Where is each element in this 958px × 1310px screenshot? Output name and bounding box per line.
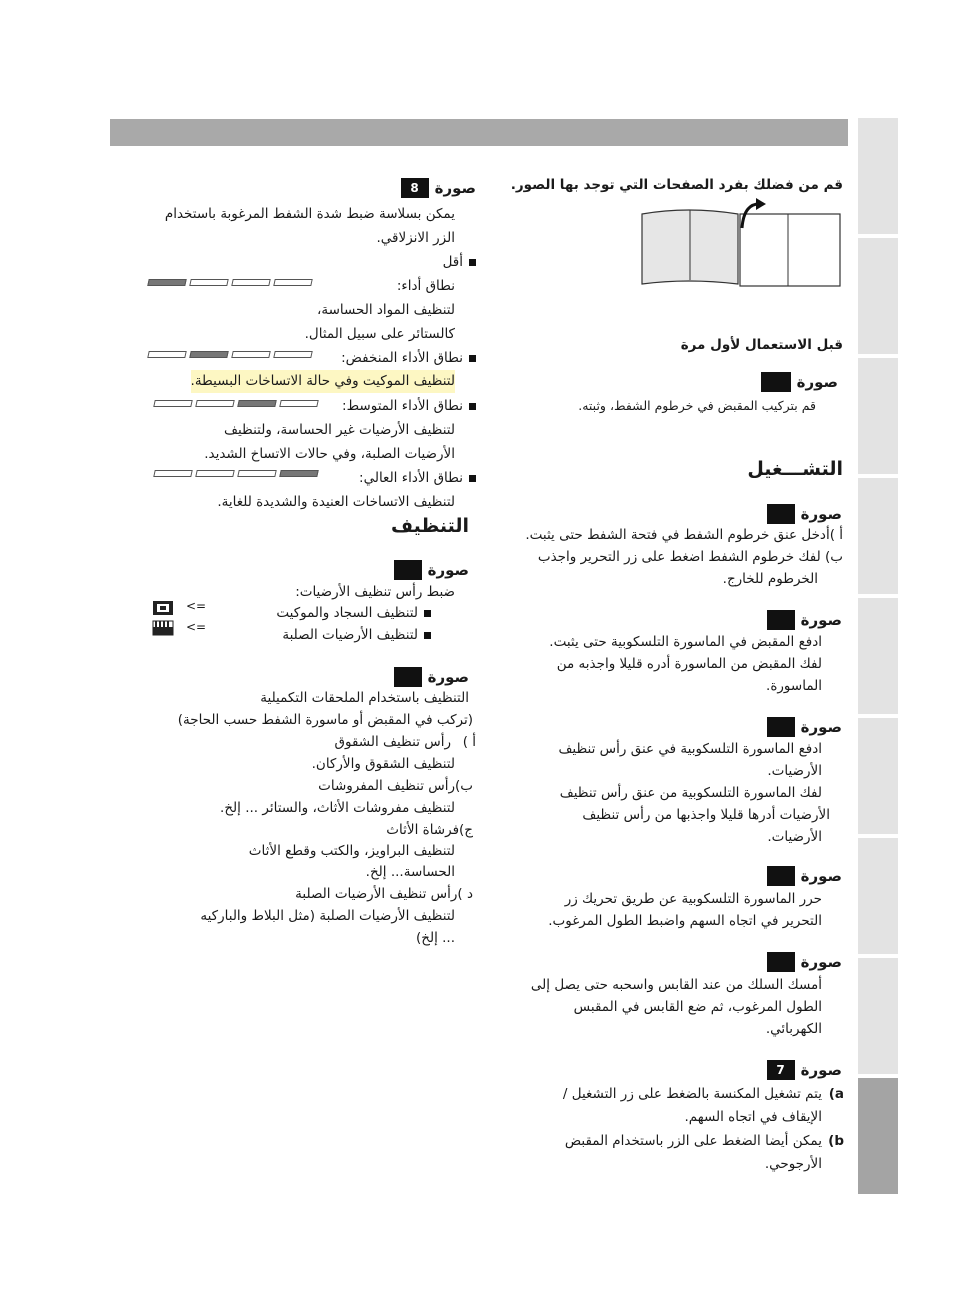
figure-label-text: صورة bbox=[800, 953, 842, 971]
carpet-item bbox=[276, 602, 431, 625]
unfold-note: قم من فضلك بفرد الصفحات التي توجد بها الصور. bbox=[510, 177, 843, 193]
power-bar bbox=[273, 351, 312, 358]
bullet-icon bbox=[469, 355, 476, 362]
section-tab[interactable] bbox=[858, 598, 898, 714]
fig7-b-mark: b) bbox=[828, 1133, 844, 1149]
power-bar bbox=[153, 400, 192, 407]
level-min-text: أقل bbox=[442, 254, 463, 270]
floor-head-title: ضبط رأس تنظيف الأرضيات: bbox=[295, 584, 455, 600]
low-label bbox=[341, 347, 476, 370]
figure-label-text: صورة bbox=[427, 668, 469, 686]
power-bar bbox=[147, 351, 186, 358]
section-tab[interactable] bbox=[858, 238, 898, 354]
high-label bbox=[359, 467, 476, 490]
figure-7-label bbox=[767, 1060, 842, 1080]
mid-label bbox=[342, 395, 476, 418]
figure-label-text: صورة bbox=[800, 505, 842, 523]
high-text: لتنظيف الاتساخات العنيدة والشديدة للغاية. bbox=[217, 494, 455, 510]
bullet-icon bbox=[424, 610, 431, 617]
power-bar bbox=[231, 279, 270, 286]
acc-d-text-2: ... إلخ) bbox=[415, 930, 455, 946]
section-tab[interactable] bbox=[858, 478, 898, 594]
unfolded-pages-illustration bbox=[638, 198, 846, 290]
figure-label-text: صورة bbox=[800, 867, 842, 885]
power-bar bbox=[231, 351, 270, 358]
power-bars-high bbox=[154, 470, 318, 477]
acc-b-title: ب)رأس تنظيف المفروشات bbox=[318, 778, 473, 794]
power-bar bbox=[279, 400, 318, 407]
fig7-a-2: الإيقاف في اتجاه السهم. bbox=[684, 1109, 822, 1125]
low-text: لتنظيف الموكيت وفي حالة الاتساخات البسيطة. bbox=[191, 370, 455, 393]
acc-c-text-2: الحساسة... إلخ. bbox=[365, 864, 455, 880]
acc-a-text: لتنظيف الشقوق والأركان. bbox=[311, 756, 455, 772]
power-bar bbox=[195, 400, 234, 407]
section-tab[interactable] bbox=[858, 358, 898, 474]
fig6-3: الكهربائي. bbox=[765, 1021, 822, 1037]
section-tab[interactable] bbox=[858, 958, 898, 1074]
fig6-1: أمسك السلك من عند القابس واسحبه حتى يصل إلى bbox=[530, 977, 822, 993]
fig6-2: الطول المرغوب، ثم ضع القابس في المقبس bbox=[573, 999, 822, 1015]
fig7-b-2: الأرجوحي. bbox=[764, 1156, 822, 1172]
carpet-item-text: لتنظيف السجاد والموكيت bbox=[276, 605, 418, 621]
power-bars-low bbox=[148, 351, 312, 358]
section-tab[interactable] bbox=[858, 118, 898, 234]
acc-c-text-1: لتنظيف البراويز، والكتب وقطع الأثاث bbox=[248, 843, 455, 859]
figure-number-box bbox=[761, 372, 791, 392]
header-bar bbox=[110, 119, 848, 146]
figure-number-box bbox=[394, 560, 422, 580]
figure-floor-head-label bbox=[394, 560, 469, 580]
fig5-1: حرر الماسورة التلسكوبية عن طريق تحريك زر bbox=[564, 891, 822, 907]
figure-label-text: صورة bbox=[434, 179, 476, 197]
range-text-2: كالستائر على سبيل المثال. bbox=[304, 326, 455, 342]
figure-number-box bbox=[767, 717, 795, 737]
acc-a-mark: أ ) bbox=[462, 734, 476, 750]
acc-c-title: ج)فرشاة الأثاث bbox=[386, 822, 473, 838]
figure-label-text: صورة bbox=[800, 611, 842, 629]
power-bar bbox=[279, 470, 318, 477]
figure-1-label bbox=[761, 372, 838, 392]
level-min bbox=[443, 251, 476, 274]
acc-d-text-1: لتنظيف الأرضيات الصلبة (مثل البلاط والباركيه bbox=[200, 908, 455, 924]
fig7-b-1: يمكن أيضا الضغط على الزر باستخدام المقبض bbox=[564, 1133, 822, 1149]
section-tab[interactable] bbox=[858, 718, 898, 834]
bullet-icon bbox=[469, 259, 476, 266]
bullet-icon bbox=[469, 475, 476, 482]
range-label: نطاق أداء: bbox=[396, 278, 455, 294]
fig4-1: ادفع الماسورة التلسكوبية في عنق رأس تنظيف bbox=[558, 741, 822, 757]
fig4-2: الأرضيات. bbox=[767, 763, 822, 779]
figure-8-label bbox=[401, 178, 476, 198]
fig4-3: لفك الماسورة التلسكوبية من عنق رأس تنظيف bbox=[559, 785, 822, 801]
figure-label-text: صورة bbox=[800, 1061, 842, 1079]
power-bar bbox=[237, 470, 276, 477]
figure-accessories-label bbox=[394, 667, 469, 687]
fig2-a: أ )أدخل عنق خرطوم الشفط في فتحة الشفط حتى يثبت. bbox=[525, 527, 843, 543]
section-tabs bbox=[858, 118, 898, 1198]
brush-setting-icons bbox=[152, 599, 176, 639]
fig7-a-1: يتم تشغيل المكنسة بالضغط على زر التشغيل / bbox=[562, 1086, 822, 1102]
figure-6-label bbox=[767, 952, 842, 972]
acc-b-text: لتنظيف مفروشات الأثاث، والستائر ... إلخ. bbox=[220, 800, 455, 816]
hard-floor-setting-icon bbox=[153, 621, 173, 635]
fig4-4: الأرضيات أدرها قليلا واجذبها من رأس تنظيف bbox=[582, 807, 830, 823]
slider-intro-2: الزر الانزلاقي. bbox=[376, 230, 455, 246]
figure-label-text: صورة bbox=[796, 373, 838, 391]
section-tab[interactable] bbox=[858, 838, 898, 954]
acc-d-title: د )رأس تنظيف الأرضيات الصلبة bbox=[295, 886, 473, 902]
range-text-1: لتنظيف المواد الحساسة، bbox=[316, 302, 455, 318]
low-label-text: نطاق الأداء المنخفض: bbox=[341, 350, 463, 366]
slider-intro-1: يمكن بسلاسة ضبط شدة الشفط المرغوبة باستخدام bbox=[164, 206, 455, 222]
figure-number-box bbox=[394, 667, 422, 687]
figure-2-label bbox=[767, 504, 842, 524]
figure-3-label bbox=[767, 610, 842, 630]
high-label-text: نطاق الأداء العالي: bbox=[359, 470, 463, 486]
operation-heading: التشـــغيل bbox=[747, 458, 843, 480]
power-bar bbox=[189, 279, 228, 286]
hard-floor-arrow: <= bbox=[186, 620, 207, 634]
mid-label-text: نطاق الأداء المتوسط: bbox=[342, 398, 463, 414]
power-bar bbox=[237, 400, 276, 407]
fig4-5: الأرضيات. bbox=[767, 829, 822, 845]
hard-floor-item bbox=[282, 624, 431, 647]
figure-number-box: 7 bbox=[767, 1060, 795, 1080]
mid-text-1: لتنظيف الأرضيات غير الحساسة، ولتنظيف bbox=[223, 422, 455, 438]
fig5-2: التحرير في اتجاه السهم واضبط الطول المرغوب. bbox=[548, 913, 822, 929]
power-bars-range bbox=[148, 279, 312, 286]
hard-floor-item-text: لتنظيف الأرضيات الصلبة bbox=[282, 627, 418, 643]
section-tab-active[interactable] bbox=[858, 1078, 898, 1194]
power-bar bbox=[195, 470, 234, 477]
cleaning-heading: التنظيف bbox=[390, 515, 469, 537]
power-bar bbox=[147, 279, 186, 286]
fig3-3: الماسورة. bbox=[766, 678, 822, 694]
power-bar bbox=[273, 279, 312, 286]
fig7-a-mark: a) bbox=[828, 1086, 844, 1102]
power-bars-mid bbox=[154, 400, 318, 407]
acc-1: التنظيف باستخدام الملحقات التكميلية bbox=[260, 690, 469, 706]
figure-label-text: صورة bbox=[427, 561, 469, 579]
mid-text-2: الأرضيات الصلبة، وفي حالات الاتساخ الشديد. bbox=[204, 446, 455, 462]
figure-4-label bbox=[767, 717, 842, 737]
bullet-icon bbox=[424, 632, 431, 639]
before-first-use-heading: قبل الاستعمال لأول مرة bbox=[680, 337, 843, 353]
power-bar bbox=[153, 470, 192, 477]
fig3-1: ادفع المقبض في الماسورة التلسكوبية حتى يثبت. bbox=[549, 634, 822, 650]
fig2-b-1: ب) لفك خرطوم الشفط اضغط على زر التحرير واجذب bbox=[537, 549, 843, 565]
figure-5-label bbox=[767, 866, 842, 886]
figure-number-box bbox=[767, 504, 795, 524]
fig1-text: قم بتركيب المقبض في خرطوم الشفط، وثبته. bbox=[578, 398, 816, 413]
acc-2: (تركب في المقبض أو ماسورة الشفط حسب الحاجة) bbox=[177, 712, 473, 728]
carpet-arrow: <= bbox=[186, 599, 207, 613]
fig2-b-2: الخرطوم للخارج. bbox=[722, 571, 818, 587]
figure-number-box bbox=[767, 866, 795, 886]
figure-label-text: صورة bbox=[800, 718, 842, 736]
fig3-2: لفك المقبض من الماسورة أدره قليلا واجذبه من bbox=[556, 656, 822, 672]
figure-number-box bbox=[767, 952, 795, 972]
power-bar bbox=[189, 351, 228, 358]
bullet-icon bbox=[469, 403, 476, 410]
acc-a-title: رأس تنظيف الشقوق bbox=[334, 734, 451, 750]
figure-number-box: 8 bbox=[401, 178, 429, 198]
figure-number-box bbox=[767, 610, 795, 630]
